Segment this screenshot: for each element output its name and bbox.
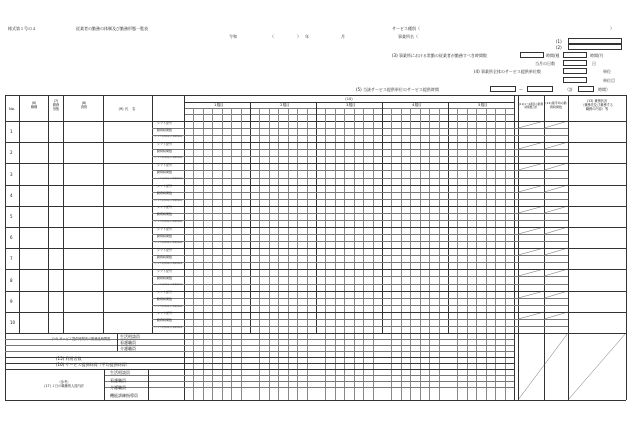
row-number-3: 3	[10, 171, 13, 177]
item-1-label: (1)	[556, 39, 562, 44]
item-17-row-4: 機能訓練指導員	[110, 392, 138, 398]
sub-label-hours: 勤務時間数	[157, 297, 173, 302]
item-4-label: (4) 事業所全体のサービス提供単位数	[474, 69, 541, 74]
column-line	[19, 95, 20, 333]
sub-label-hours: 勤務時間数	[157, 148, 173, 153]
row-number-7: 7	[10, 256, 13, 262]
sub-label-hours: 勤務時間数	[157, 318, 173, 323]
table-right-border	[626, 95, 627, 400]
item-17-row-1: 生活相談員	[110, 370, 130, 375]
week-label-3: 3週目	[346, 103, 356, 108]
sub-row-line	[152, 128, 568, 129]
item-16-label: (16) サービス提供時間（平均提供時間）	[56, 362, 130, 367]
col-avg-header: (12)週平均の勤務時間数	[545, 101, 567, 109]
hours-close: 時間）	[598, 87, 610, 92]
sub-row-line	[152, 178, 568, 179]
sub-row-line	[152, 326, 568, 327]
footer-row-line	[5, 345, 514, 346]
sub-label-shift: シフト記号	[157, 184, 173, 189]
diagonal-slash	[518, 248, 544, 255]
item-14-row-3: 介護職員	[120, 346, 136, 351]
table-bottom-border	[5, 400, 626, 401]
week-label-5: 5週目	[478, 103, 488, 108]
diagonal-slash	[518, 291, 544, 298]
facility-name-label: 事業所名（	[398, 34, 418, 39]
sub-label-hours: 勤務時間数	[157, 127, 173, 132]
sub-label-service-hours: サービス提供時間内の勤務時間数	[154, 326, 183, 329]
sub-label-hours: 勤務時間数	[157, 212, 173, 217]
row-number-6: 6	[10, 235, 13, 241]
diagonal-slash	[518, 163, 544, 170]
date-header-line	[184, 114, 514, 115]
footer-label-divider-3	[148, 369, 149, 400]
service-type-close: ）	[610, 26, 614, 31]
row-number-1: 1	[10, 129, 13, 135]
diagonal-slash	[544, 291, 568, 298]
column-line	[48, 95, 49, 333]
sub-row-line	[152, 319, 568, 320]
sub-label-service-hours: サービス提供時間内の勤務時間数	[154, 136, 183, 139]
diagonal-slash	[544, 142, 568, 149]
unit-unit2: 単位目	[603, 78, 615, 83]
sub-label-service-hours: サービス提供時間内の勤務時間数	[154, 157, 183, 160]
sub-label-service-hours: サービス提供時間内の勤務時間数	[154, 305, 183, 308]
diagonal-slash	[544, 269, 568, 276]
row-number-2: 2	[10, 150, 13, 156]
diagonal-slash	[544, 312, 568, 319]
sub-label-service-hours: サービス提供時間内の勤務時間数	[154, 284, 183, 287]
year-paren-open: （	[270, 34, 274, 39]
item-14-label: (14) サービス提供時間内の勤務延時間数	[51, 337, 111, 341]
diagonal-slash	[518, 206, 544, 213]
footer-row-line	[104, 381, 514, 382]
row-number-5: 5	[10, 213, 13, 219]
diagonal-slash	[518, 269, 544, 276]
sub-row-line	[152, 276, 568, 277]
col-note-header: (13) 兼務状況 （兼務先及び兼務する 職務の内容）等	[581, 99, 613, 111]
diagonal-slash	[544, 185, 568, 192]
footer-row-line	[5, 339, 514, 340]
item-2-label: (2)	[556, 45, 562, 50]
sub-label-shift: シフト記号	[157, 163, 173, 167]
item-17-label: （参考） (17) １日の職種別人員内訳	[44, 380, 84, 388]
sub-label-hours: 勤務時間数	[157, 276, 173, 281]
sub-row-line	[152, 234, 568, 235]
sub-row-line	[152, 149, 568, 150]
year-paren-close: ）	[297, 34, 301, 39]
col-name-header: (9) 氏 名	[118, 106, 136, 111]
column-line	[63, 95, 64, 333]
sub-label-shift: シフト記号	[157, 120, 173, 125]
footer-row-line	[104, 375, 514, 376]
unit-unit: 単位	[603, 69, 611, 74]
sub-label-service-hours: サービス提供時間内の勤務時間数	[154, 220, 183, 223]
col-no-header: No.	[9, 106, 15, 111]
sub-row-line	[152, 213, 568, 214]
diagonal-slash	[518, 333, 568, 400]
reiwa-label: 令和	[229, 34, 237, 39]
sub-label-hours: 勤務時間数	[157, 170, 173, 175]
week-label-4: 4週目	[412, 103, 422, 108]
footer-label-divider	[117, 333, 118, 351]
footer-label-divider-2	[104, 369, 105, 400]
column-line	[103, 95, 104, 333]
diagonal-slash	[544, 163, 568, 170]
sub-label-service-hours: サービス提供時間内の勤務時間数	[154, 178, 183, 181]
month-label: 月	[341, 34, 345, 39]
item-17-row-3: 介護職員	[110, 385, 126, 391]
item-15-label: (15) 利用者数	[56, 356, 82, 361]
sub-label-service-hours: サービス提供時間内の勤務時間数	[154, 242, 183, 245]
sub-label-shift: シフト記号	[157, 311, 173, 316]
sub-label-shift: シフト記号	[157, 141, 173, 146]
sub-label-shift: シフト記号	[157, 269, 173, 273]
footer-row-line	[5, 351, 514, 352]
col-shikaku-header: (8) 資格	[80, 101, 88, 109]
footer-row-line	[5, 363, 514, 364]
diagonal-slash	[518, 312, 544, 319]
page-title: 従業者の勤務の体制及び勤務形態一覧表	[76, 26, 148, 31]
row-number-4: 4	[10, 192, 13, 198]
footer-section-line	[5, 369, 514, 370]
sub-label-shift: シフト記号	[157, 290, 173, 295]
sub-label-shift: シフト記号	[157, 247, 173, 252]
diagonal-slash	[544, 206, 568, 213]
diagonal-slash	[544, 248, 568, 255]
sub-label-hours: 勤務時間数	[157, 233, 173, 238]
unit-day: 日	[592, 61, 596, 66]
diagonal-slash	[568, 333, 626, 400]
item-3-label: (3) 事業所における常勤の従業者が勤務すべき時間数	[392, 53, 487, 58]
sub-row-line	[152, 298, 568, 299]
diagonal-slash	[544, 227, 568, 234]
sub-row-line	[152, 255, 568, 256]
diagonal-slash	[518, 227, 544, 234]
item-17-row-2: 看護職員	[110, 377, 126, 383]
item-5-label: (5) 当該サービス提供単位のサービス提供時間	[356, 87, 439, 92]
sub-label-service-hours: サービス提供時間内の勤務時間数	[154, 199, 183, 202]
week-label-1: 1週目	[214, 103, 224, 108]
sub-label-hours: 勤務時間数	[157, 191, 173, 196]
sub-label-service-hours: サービス提供時間内の勤務時間数	[154, 263, 183, 266]
sub-row-line	[152, 170, 568, 171]
table-top-border	[5, 95, 626, 96]
diagonal-slash	[518, 121, 544, 128]
tilde: ～	[519, 87, 523, 92]
diagonal-slash	[518, 185, 544, 192]
diagonal-slash	[544, 121, 568, 128]
sub-row-line	[152, 199, 568, 200]
sub-label-shift: シフト記号	[157, 226, 173, 231]
sub-row-line	[152, 192, 568, 193]
sub-row-line	[152, 305, 568, 306]
row-number-10: 10	[10, 319, 16, 325]
sub-label-hours: 勤務時間数	[157, 254, 173, 259]
col-total-header: (11)1～4週目の勤務時間数合計	[518, 103, 544, 109]
col-keitai-header: (7) 勤務 形態	[52, 99, 60, 111]
row-number-8: 8	[10, 277, 13, 283]
sub-row-line	[152, 284, 568, 285]
item-14-row-1: 生活相談員	[120, 334, 140, 339]
diagonal-slash	[518, 142, 544, 149]
week-label-2: 2週目	[280, 103, 290, 108]
total-label: （計	[565, 87, 573, 92]
col-shokushu-header: (6) 職種	[30, 101, 38, 109]
year-label: 年	[305, 34, 309, 39]
row-number-9: 9	[10, 298, 13, 304]
unit-month: 時間/月	[590, 53, 604, 58]
unit-week: 時間/週	[546, 53, 560, 58]
sub-row-line	[152, 220, 568, 221]
footer-row-line	[5, 357, 514, 358]
days-in-month-label: 当月の日数	[535, 61, 555, 66]
form-number: 様式第１号の４	[8, 26, 36, 31]
item-14-row-2: 看護職員	[120, 340, 136, 345]
sub-label-shift: シフト記号	[157, 205, 173, 210]
col-days-header: (10)	[345, 96, 353, 101]
service-type-label: サービス種別（	[392, 26, 420, 31]
